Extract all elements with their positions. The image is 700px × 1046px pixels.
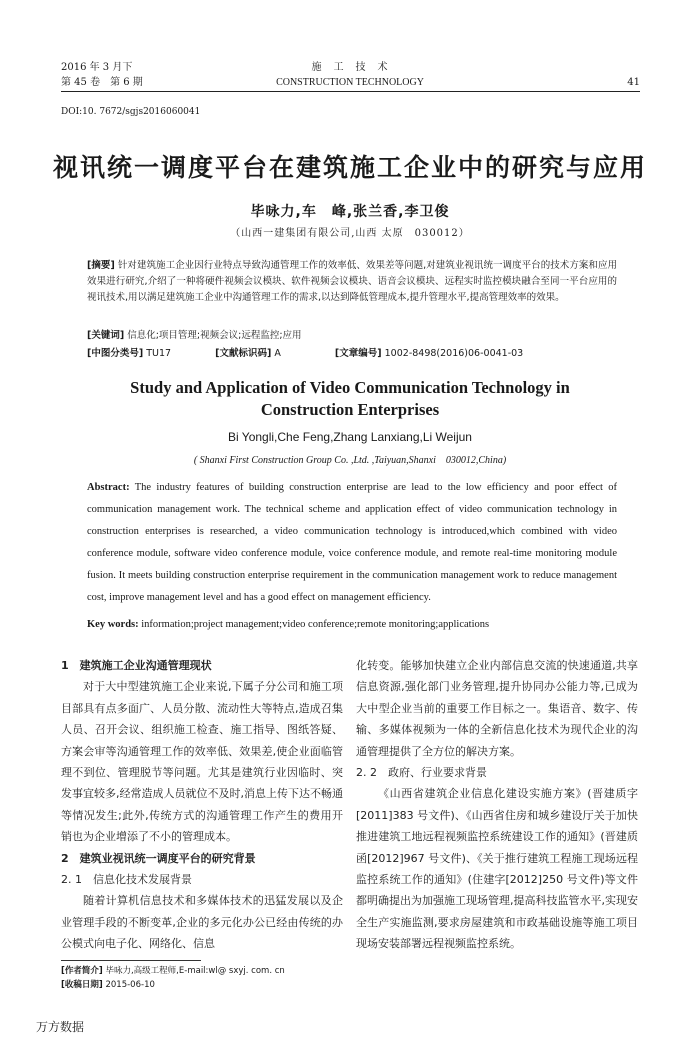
footnote-date	[61, 978, 155, 992]
header-journal-en: CONSTRUCTION TECHNOLOGY	[276, 77, 424, 88]
section-2-2-paragraph: 《山西省建筑企业信息化建设实施方案》(晋建质字[2011]383 号文件)、《山西省住房和城乡建设厅关于加快推进建筑工地远程视频监控系统建设工作的通知》(晋建质函[2012]967 号文件)、《关于推行建筑工程施工现场远程监控系统工作的通知》(住建字[2012]250 号文件)等文件都明确提出为加强施工现场管理,提高科技监管水平,实现安全生产实施监测,要求房屋建筑和市政基础设施等施工项目现场安装部署远程视频监控系统。	[356, 787, 638, 951]
watermark: 万方数据	[36, 1020, 85, 1034]
keywords-en-text: information;project management;video conference;remote monitoring;applications	[141, 619, 490, 630]
clc-label: [中图分类号]	[87, 348, 144, 359]
doc-code-value: A	[274, 348, 281, 359]
footnote-date-text: 2015-06-10	[105, 980, 155, 990]
doc-code-label: [文献标识码]	[215, 348, 272, 359]
affiliation-cn: （山西一建集团有限公司,山西 太原 030012）	[230, 228, 470, 239]
clc-value: TU17	[146, 348, 172, 359]
doi: DOI:10. 7672/sgjs2016060041	[61, 107, 201, 117]
body-left-column	[61, 655, 343, 955]
page-title-en-line2: Construction Enterprises	[260, 400, 440, 419]
affiliation-en: ( Shanxi First Construction Group Co. ,Ltd. ,Taiyuan,Shanxi 030012,China)	[193, 455, 507, 466]
abstract-cn	[87, 258, 617, 306]
section-2-2-heading: 2. 2 政府、行业要求背景	[356, 766, 487, 780]
header-date: 2016 年 3 月下	[61, 62, 133, 73]
section-2-heading: 2 建筑业视讯统一调度平台的研究背景	[61, 851, 256, 865]
page-title-en-line1: Study and Application of Video Communication Technology in	[130, 378, 570, 397]
footnote-date-label: [收稿日期]	[61, 980, 103, 990]
footnote-author	[61, 964, 285, 978]
abstract-cn-text: 针对建筑施工企业因行业特点导致沟通管理工作的效率低、效果差等问题,对建筑业视讯统一调度平台的技术方案和应用效果进行研究,介绍了一种将硬件视频会议模块、软件视频会议模块、语音会议模块、远程实时监控模块融合至同一平台应用的视讯技术,用以满足建筑施工企业中沟通管理工作的需求,以达到降低管理成本,提升管理水平,提高管理效率的效果。	[87, 260, 617, 303]
keywords-en	[87, 614, 617, 636]
header-rule	[61, 91, 640, 92]
abstract-en	[87, 477, 617, 609]
footnote-author-label: [作者简介]	[61, 966, 103, 976]
header-journal-cn: 施 工 技 术	[311, 62, 389, 73]
footnote-rule	[61, 960, 201, 961]
page-title-cn: 视讯统一调度平台在建筑施工企业中的研究与应用	[52, 153, 647, 182]
authors-cn: 毕咏力,车 峰,张兰香,李卫俊	[250, 204, 450, 220]
section-2-1-heading: 2. 1 信息化技术发展背景	[61, 873, 192, 887]
section-2-1-paragraph: 随着计算机信息技术和多媒体技术的迅猛发展以及企业管理手段的不断变革,企业的多元化办公已经由传统的办公模式向电子化、网络化、信息	[61, 894, 343, 951]
page-number: 41	[627, 77, 640, 88]
authors-en: Bi Yongli,Che Feng,Zhang Lanxiang,Li Weijun	[228, 430, 472, 444]
abstract-cn-label: [摘要]	[87, 260, 115, 271]
footnote-author-text: 毕咏力,高级工程师,E-mail:wl@ sxyj. com. cn	[105, 966, 285, 976]
keywords-en-label: Key words:	[87, 619, 139, 630]
section-1-heading: 1 建筑施工企业沟通管理现状	[61, 659, 212, 672]
abstract-en-label: Abstract:	[87, 482, 130, 493]
keywords-cn-text: 信息化;项目管理;视频会议;远程监控;应用	[127, 330, 302, 341]
article-number-value: 1002-8498(2016)06-0041-03	[384, 348, 524, 359]
header-volume: 第 45 卷 第 6 期	[61, 77, 143, 88]
section-2-1-continued: 化转变。能够加快建立企业内部信息交流的快速通道,共享信息资源,强化部门业务管理,提升协同办公能力等,已成为大中型企业当前的重要工作目标之一。集语音、数字、传输、多媒体视频为一体的全新信息化技术为现代企业的沟通管理提供了全方位的解决方案。	[356, 659, 638, 758]
article-number-label: [文章编号]	[334, 348, 382, 359]
abstract-en-text: The industry features of building construction enterprise are lead to the low efficiency and poor effect of communication management work. The technical scheme and application effect of video communication technology in construction enterprises is researched, a video communication technology is introduced,which combined with video conference module, software video conference module, voice conference module, and remote real-time monitoring module fusion. It meets building construction enterprise requirement in the communication management work to reduce management cost, improve management level and has a good effect on management efficiency.	[87, 482, 618, 603]
section-1-paragraph: 对于大中型建筑施工企业来说,下属子分公司和施工项目部具有点多面广、人员分散、流动性大等特点,造成召集人员、召开会议、组织施工检查、施工指导、图纸答疑、方案会审等沟通管理工作的效率低、效果差,使企业面临管理不到位、管理脱节等问题。尤其是建筑行业因临时、突发事宜较多,经常造成人员就位不及时,消息上传下达不畅通等情况发生;此外,传统方式的沟通管理工作产生的费用开销也为企业增添了不小的管理成本。	[61, 680, 343, 844]
keywords-cn-label: [关键词]	[87, 330, 125, 341]
classification-line	[87, 345, 617, 359]
keywords-cn	[87, 328, 617, 344]
body-right-column	[356, 655, 638, 955]
